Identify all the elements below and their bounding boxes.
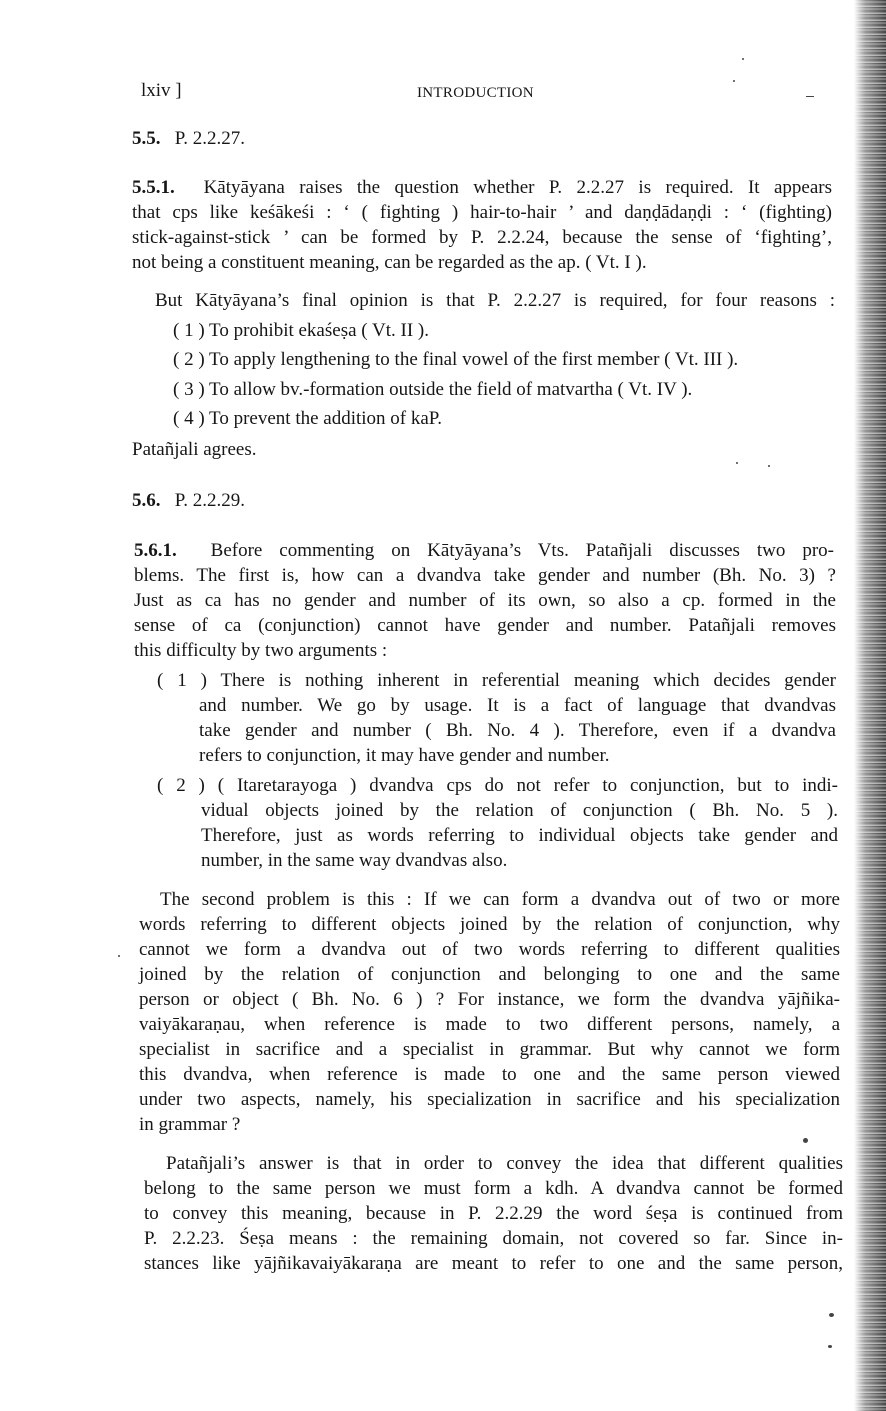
text-line: joined by the relation of conjunction and belonging to one and the same: [139, 964, 840, 985]
subsection-number: 5.5.1.: [132, 177, 175, 198]
text-line: Just as ca has no gender and number of its own, so also a cp. formed in the: [134, 590, 836, 611]
text-line: this difficulty by two arguments :: [134, 640, 388, 661]
text-line: vaiyākaraṇau, when reference is made to two different persons, namely, a: [139, 1014, 840, 1035]
text-span: Before commenting on Kātyāyana’s Vts. Patañjali discusses two pro-: [210, 540, 834, 561]
text-line: cannot we form a dvandva out of two words referring to different qualities: [139, 939, 840, 960]
scan-speck: [828, 1345, 832, 1348]
text-line: stances like yājñikavaiyākaraṇa are meant to refer to one and the same person,: [144, 1253, 843, 1274]
scan-speck: [768, 465, 770, 467]
subsection-number: 5.6.1.: [134, 540, 177, 561]
section-number: 5.6.: [132, 490, 161, 511]
list-item: ( 2 ) To apply lengthening to the final vowel of the first member ( Vt. III ).: [173, 349, 739, 370]
text-line: belong to the same person we must form a kdh. A dvandva cannot be formed: [144, 1178, 843, 1199]
text-line: [132, 177, 832, 199]
text-line: [134, 540, 834, 562]
text-line: sense of ca (conjunction) cannot have gender and number. Patañjali removes: [134, 615, 836, 636]
section-title: P. 2.2.27.: [174, 128, 245, 149]
running-title: INTRODUCTION: [417, 85, 534, 101]
text-line: blems. The first is, how can a dvandva take gender and number (Bh. No. 3) ?: [134, 565, 836, 586]
text-line: refers to conjunction, it may have gender and number.: [199, 745, 610, 766]
text-line: this dvandva, when reference is made to one and the same person viewed: [139, 1064, 840, 1085]
text-line: take gender and number ( Bh. No. 4 ). Therefore, even if a dvandva: [199, 720, 836, 741]
scan-speck: [803, 1138, 808, 1143]
section-5-5-heading: [132, 128, 245, 150]
text-line: Therefore, just as words referring to individual objects take gender and: [201, 825, 838, 846]
list-item: ( 4 ) To prevent the addition of kaP.: [173, 408, 443, 429]
text-line: words referring to different objects joined by the relation of conjunction, why: [139, 914, 840, 935]
text-line: Patañjali’s answer is that in order to convey the idea that different qualities: [166, 1153, 843, 1174]
scan-speck: [733, 80, 735, 82]
text-line: under two aspects, namely, his specialization in sacrifice and his specialization: [139, 1089, 840, 1110]
text-line: Patañjali agrees.: [132, 439, 257, 460]
text-line: The second problem is this : If we can form a dvandva out of two or more: [160, 889, 840, 910]
text-line: number, in the same way dvandvas also.: [201, 850, 508, 871]
scan-speck: [829, 1313, 834, 1317]
text-line: to convey this meaning, because in P. 2.2.29 the word śeṣa is continued from: [144, 1203, 843, 1224]
section-title: P. 2.2.29.: [174, 490, 245, 511]
text-line: and number. We go by usage. It is a fact of language that dvandvas: [199, 695, 836, 716]
list-item: ( 3 ) To allow bv.-formation outside the field of matvartha ( Vt. IV ).: [173, 379, 693, 400]
text-line: in grammar ?: [139, 1114, 241, 1135]
text-line: ( 2 ) ( Itaretarayoga ) dvandva cps do not refer to conjunction, but to indi-: [157, 775, 838, 796]
scan-page-edge-shadow: [854, 0, 886, 1411]
scan-speck: [742, 58, 744, 60]
list-item: ( 1 ) To prohibit ekaśeṣa ( Vt. II ).: [173, 320, 429, 341]
text-line: person or object ( Bh. No. 6 ) ? For instance, we form the dvandva yājñika-: [139, 989, 840, 1010]
scan-speck: [118, 955, 120, 957]
text-line: specialist in sacrifice and a specialist in grammar. But why cannot we form: [139, 1039, 840, 1060]
section-5-6-heading: [132, 490, 245, 512]
text-line: ( 1 ) There is nothing inherent in referential meaning which decides gender: [157, 670, 836, 691]
text-line: P. 2.2.23. Śeṣa means : the remaining domain, not covered so far. Since in-: [144, 1228, 843, 1249]
scan-speck: [806, 96, 814, 97]
page-number: lxiv ]: [141, 80, 182, 101]
text-line: vidual objects joined by the relation of conjunction ( Bh. No. 5 ).: [201, 800, 838, 821]
text-line: that cps like keśākeśi : ‘ ( fighting ) hair-to-hair ’ and daṇḍādaṇḍi : ‘ (fighting): [132, 202, 832, 223]
text-line: stick-against-stick ’ can be formed by P. 2.2.24, because the sense of ‘fighting’,: [132, 227, 832, 248]
scan-speck: [736, 462, 738, 464]
text-span: Kātyāyana raises the question whether P. 2.2.27 is required. It appears: [203, 177, 833, 198]
section-number: 5.5.: [132, 128, 161, 149]
text-line: not being a constituent meaning, can be regarded as the ap. ( Vt. I ).: [132, 252, 647, 273]
text-line: But Kātyāyana’s final opinion is that P. 2.2.27 is required, for four reasons :: [155, 290, 835, 311]
